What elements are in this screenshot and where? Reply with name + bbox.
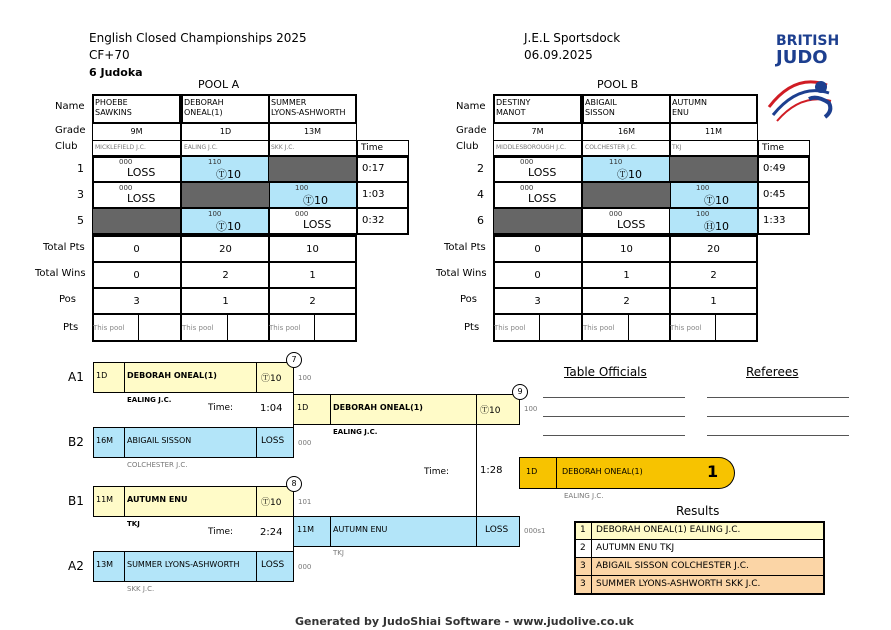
contest-time: 0:49 [758,156,810,182]
contest-number: 3 [77,188,84,201]
official-line [543,416,685,417]
this-pool-label: This pool [670,324,702,332]
pool-b-title: POOL B [597,78,639,91]
this-pool-label: This pool [93,324,125,332]
this-pool-label: This pool [269,324,301,332]
contest-loss-cell [268,208,357,234]
grade-divider [330,517,331,546]
score-detail: 000 [119,158,133,166]
bracket-time: 1:04 [260,403,283,414]
position: 2 [268,288,357,314]
grade-divider [124,487,125,516]
entrant-grade: 1D [297,403,309,412]
entrant-club: EALING J.C. [564,492,604,500]
score-result: LOSS [127,192,156,205]
result-text: SUMMER LYONS-ASHWORTH SKK J.C. [596,579,761,589]
referee-line [707,416,849,417]
row-label-name: Name [55,101,85,112]
contest-win-cell [181,208,270,234]
competitor-last-name: SAWKINS [95,108,132,117]
competitor-first-name: AUTUMN [672,98,707,107]
competitor-name-cell [493,94,582,124]
contest-number: 6 [477,214,484,227]
result-text: ABIGAIL SISSON COLCHESTER J.C. [596,561,749,571]
event-date: 06.09.2025 [524,48,593,62]
entrant-grade: 11M [96,495,114,504]
bracket-time: 1:28 [480,465,503,476]
bracket-pts: 100 [298,374,312,382]
blocked-cell [181,182,270,208]
row-label-club: Club [456,141,479,152]
judo-figure-icon [765,69,845,124]
total-pts: 0 [92,235,181,262]
contest-loss-cell [582,208,671,234]
entrant-grade: 16M [96,436,114,445]
competitor-first-name: DEBORAH [184,98,224,107]
blocked-cell [669,156,758,182]
competitor-name-cell [92,94,181,124]
bracket-pts: 101 [298,498,312,506]
total-wins: 1 [268,262,357,288]
score-result: LOSS [303,218,332,231]
contest-loss-cell [92,182,181,208]
result-place: 3 [580,579,586,589]
seed-label: B1 [68,494,84,508]
entrant-name: AUTUMN ENU [127,495,188,504]
entrant-name: DEBORAH ONEAL(1) [127,371,217,380]
competitor-first-name: PHOEBE [95,98,128,107]
total-pts: 20 [669,235,758,262]
competitor-club: MIDDLESBOROUGH J.C. [493,140,582,156]
bracket-entrant [93,362,257,393]
position: 3 [493,288,582,314]
final-entrant [293,516,477,547]
score-detail: 110 [208,158,222,166]
contest-number-badge: 9 [512,384,528,400]
position: 1 [181,288,270,314]
result-place: 2 [580,543,586,553]
score-detail: 100 [295,184,309,192]
contest-time: 0:45 [758,182,810,208]
bracket-connector [476,425,477,516]
score-detail: 000 [520,158,534,166]
entrant-club: COLCHESTER J.C. [127,461,188,469]
row-label-pos: Pos [59,294,77,305]
this-pool-divider [715,315,716,341]
this-pool-pts [92,314,181,342]
british-judo-logo [765,33,845,123]
row-label-total-wins: Total Wins [436,268,487,279]
score-result: LOSS [528,192,557,205]
pool-a-title: POOL A [198,78,240,91]
referees-heading: Referees [746,365,799,379]
final-entrant [293,394,477,425]
this-pool-pts [582,314,671,342]
entrant-name: DEBORAH ONEAL(1) [333,403,423,412]
this-pool-pts [268,314,357,342]
score-result: Ⓣ10 [617,168,642,181]
category: CF+70 [89,48,130,62]
final-score [476,516,520,547]
result-text: DEBORAH ONEAL(1) EALING J.C. [596,525,741,535]
bracket-time: 2:24 [260,527,283,538]
this-pool-divider [227,315,228,341]
competitor-last-name: MANOT [496,108,526,117]
contest-loss-cell [92,156,181,182]
this-pool-divider [539,315,540,341]
contest-time: 0:32 [357,208,409,234]
contest-number-badge: 8 [286,476,302,492]
entrant-club: TKJ [333,549,344,557]
this-pool-divider [628,315,629,341]
competitor-first-name: ABIGAIL [585,98,617,107]
bracket-pts: 000 [298,563,312,571]
entrant-grade: 11M [297,525,315,534]
bracket-score-value: Ⓣ10 [261,374,282,384]
blocked-cell [493,208,582,234]
entrant-grade: 13M [96,560,114,569]
score-result: LOSS [528,166,557,179]
row-label-total-pts: Total Pts [43,242,85,253]
result-place: 1 [580,525,586,535]
competitor-name-cell [582,94,671,124]
row-label-grade: Grade [456,125,487,136]
bracket-score-value: LOSS [485,525,509,535]
competitor-grade: 11M [669,124,758,140]
contest-number-badge: 7 [286,352,302,368]
competitor-last-name: ONEAL(1) [184,108,223,117]
this-pool-divider [138,315,139,341]
row-label-pts: Pts [63,322,79,333]
contest-time: 0:17 [357,156,409,182]
competitor-name-cell [268,94,357,124]
bracket-pts: 000s1 [524,527,546,535]
contest-loss-cell [493,156,582,182]
score-detail: 000 [119,184,133,192]
contest-win-cell [669,208,758,234]
contest-time: 1:03 [357,182,409,208]
score-result: LOSS [127,166,156,179]
row-label-grade: Grade [55,125,86,136]
referee-line [707,397,849,398]
final-score [476,394,520,425]
competitor-grade: 16M [582,124,671,140]
score-result: Ⓣ10 [216,220,241,233]
this-pool-pts [493,314,582,342]
bracket-score [256,362,294,393]
grade-divider [124,428,125,457]
grade-divider [556,458,557,488]
competitor-club: SKK J.C. [268,140,357,156]
result-text: AUTUMN ENU TKJ [596,543,675,553]
bracket-time-label: Time: [208,403,234,413]
competitor-last-name: LYONS-ASHWORTH [271,108,346,117]
winner-box [519,457,719,489]
bracket-pts: 100 [524,405,538,413]
row-label-name: Name [456,101,486,112]
score-result: Ⓗ10 [704,220,729,233]
bracket-score-value: LOSS [261,436,285,446]
official-line [543,435,685,436]
bracket-time-label: Time: [208,527,234,537]
competitor-last-name: ENU [672,108,689,117]
this-pool-pts [669,314,758,342]
entrant-club: EALING J.C. [127,396,172,404]
entrant-name: SUMMER LYONS-ASHWORTH [127,560,240,569]
contest-win-cell [669,182,758,208]
score-result: LOSS [617,218,646,231]
competitor-grade: 7M [493,124,582,140]
competitor-grade: 13M [268,124,357,140]
total-wins: 1 [582,262,671,288]
competitor-club: EALING J.C. [181,140,270,156]
row-label-pos: Pos [460,294,478,305]
position: 1 [669,288,758,314]
score-detail: 110 [609,158,623,166]
winner-place: 1 [707,462,719,481]
this-pool-label: This pool [182,324,214,332]
bracket-score [256,486,294,517]
grade-divider [124,552,125,581]
total-wins: 0 [92,262,181,288]
row-label-total-wins: Total Wins [35,268,86,279]
total-pts: 10 [582,235,671,262]
seed-label: A2 [68,559,84,573]
this-pool-label: This pool [583,324,615,332]
blocked-cell [92,208,181,234]
competitor-club: MICKLEFIELD J.C. [92,140,181,156]
contest-win-cell [582,156,671,182]
event-title: English Closed Championships 2025 [89,31,307,45]
competitor-club: COLCHESTER J.C. [582,140,671,156]
competitor-grade: 1D [181,124,270,140]
entrant-grade: 1D [526,467,538,476]
time-header: Time [758,140,810,156]
row-label-pts: Pts [464,322,480,333]
score-detail: 100 [696,210,710,218]
contest-number: 2 [477,162,484,175]
score-detail: 000 [520,184,534,192]
bracket-score-value: LOSS [261,560,285,570]
contest-time: 1:33 [758,208,810,234]
bracket-pts: 000 [298,439,312,447]
competitor-name-cell [669,94,758,124]
entrant-name: AUTUMN ENU [333,525,388,534]
contest-number: 4 [477,188,484,201]
competitor-first-name: SUMMER [271,98,307,107]
bracket-score-value: Ⓣ10 [261,498,282,508]
entrant-name: DEBORAH ONEAL(1) [562,467,643,476]
total-wins: 0 [493,262,582,288]
row-label-club: Club [55,141,78,152]
total-pts: 0 [493,235,582,262]
total-pts: 20 [181,235,270,262]
logo-text-judo: JUDO [776,47,828,68]
contest-loss-cell [493,182,582,208]
competitor-name-cell [181,94,270,124]
contest-number: 1 [77,162,84,175]
bracket-entrant [93,427,257,458]
competitor-last-name: SISSON [585,108,615,117]
this-pool-pts [181,314,270,342]
entrant-club: TKJ [127,520,140,528]
official-line [543,397,685,398]
total-wins: 2 [669,262,758,288]
score-result: Ⓣ10 [303,194,328,207]
logo-text-british: BRITISH [776,33,840,49]
bracket-time-label: Time: [424,467,450,477]
competitor-grade: 9M [92,124,181,140]
total-pts: 10 [268,235,357,262]
bracket-score [256,427,294,458]
blocked-cell [582,182,671,208]
results-frame [574,521,825,595]
score-result: Ⓣ10 [216,168,241,181]
row-label-total-pts: Total Pts [444,242,486,253]
this-pool-label: This pool [494,324,526,332]
entrant-club: SKK J.C. [127,585,155,593]
contest-number: 5 [77,214,84,227]
blocked-cell [268,156,357,182]
results-heading: Results [676,504,720,518]
entrant-grade: 1D [96,371,108,380]
grade-divider [330,395,331,424]
seed-label: A1 [68,370,84,384]
competitor-club: TKJ [669,140,758,156]
seed-label: B2 [68,435,84,449]
competitor-first-name: DESTINY [496,98,531,107]
score-detail: 000 [295,210,309,218]
result-place: 3 [580,561,586,571]
footer-credit: Generated by JudoShiai Software - www.judolive.co.uk [295,615,634,628]
total-wins: 2 [181,262,270,288]
position: 3 [92,288,181,314]
bracket-score-value: Ⓣ10 [480,406,501,416]
bracket-score [256,551,294,582]
contest-win-cell [181,156,270,182]
referee-line [707,435,849,436]
score-detail: 100 [696,184,710,192]
bracket-entrant [93,486,257,517]
score-detail: 100 [208,210,222,218]
this-pool-divider [314,315,315,341]
contest-win-cell [268,182,357,208]
grade-divider [124,363,125,392]
table-officials-heading: Table Officials [564,365,647,379]
score-result: Ⓣ10 [704,194,729,207]
score-detail: 000 [609,210,623,218]
judoka-count: 6 Judoka [89,66,143,79]
venue: J.E.L Sportsdock [524,31,621,45]
position: 2 [582,288,671,314]
entrant-club: EALING J.C. [333,428,378,436]
bracket-entrant [93,551,257,582]
entrant-name: ABIGAIL SISSON [127,436,192,445]
time-header: Time [357,140,409,156]
